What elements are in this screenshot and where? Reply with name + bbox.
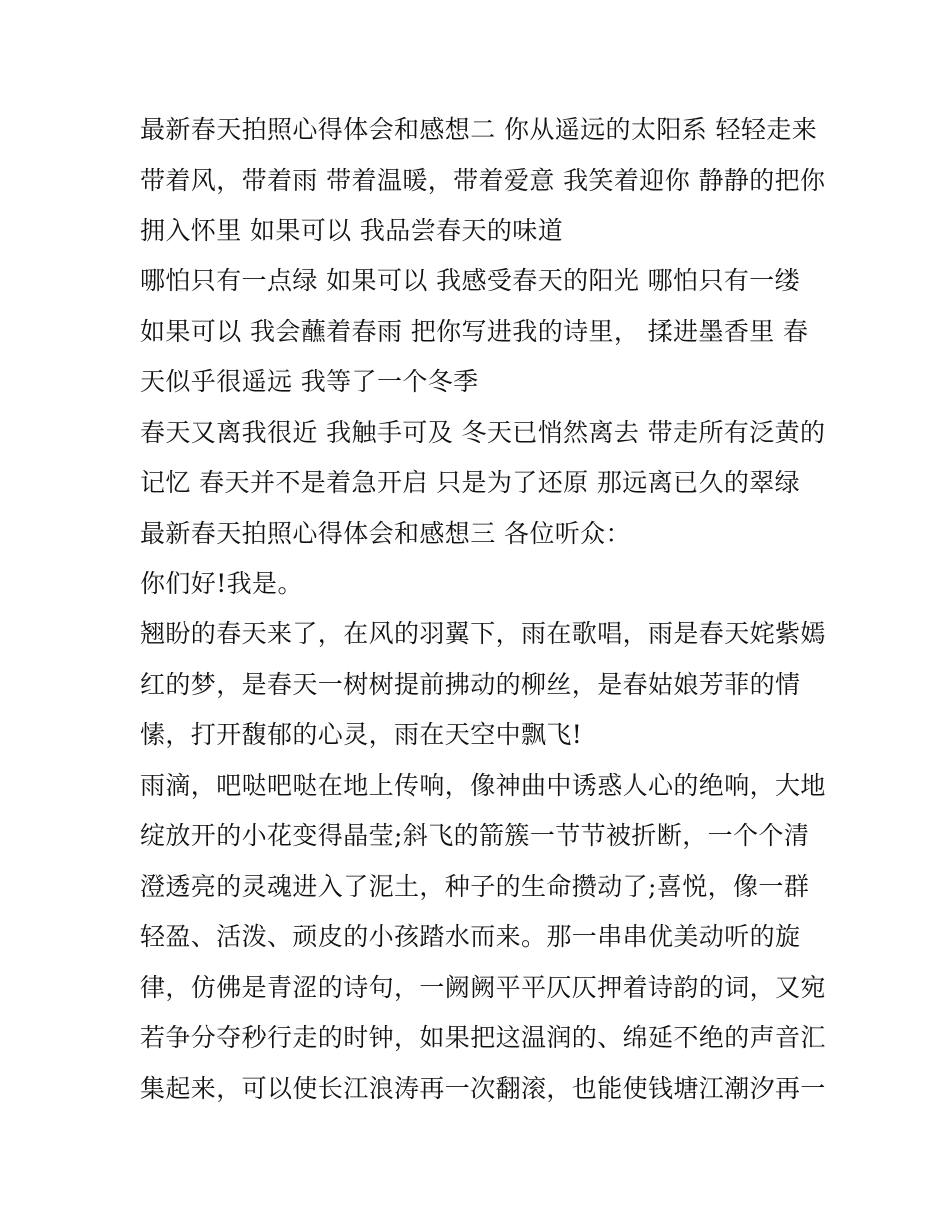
text-line: 雨滴，吧哒吧哒在地上传响，像神曲中诱惑人心的绝响，大地 (140, 771, 826, 800)
text-line: 愫，打开馥郁的心灵，雨在天空中飘飞! (140, 720, 583, 749)
text-line: 集起来，可以使长江浪涛再一次翻滚，也能使钱塘江潮汐再一 (140, 1074, 826, 1103)
text-line: 翘盼的春天来了，在风的羽翼下，雨在歌唱，雨是春天姹紫嫣 (140, 619, 826, 648)
text-line: 拥入怀里 如果可以 我品尝春天的味道 (140, 216, 564, 245)
text-line: 带着风，带着雨 带着温暖，带着爱意 我笑着迎你 静静的把你 (140, 166, 826, 195)
text-line: 最新春天拍照心得体会和感想二 你从遥远的太阳系 轻轻走来 (140, 115, 818, 144)
text-line: 澄透亮的灵魂进入了泥土，种子的生命攒动了;喜悦，像一群 (140, 872, 810, 901)
section-heading: 最新春天拍照心得体会和感想三 各位听众： (140, 519, 631, 548)
text-line: 天似乎很遥远 我等了一个冬季 (140, 367, 479, 396)
text-line: 若争分夺秒行走的时钟，如果把这温润的、绵延不绝的声音汇 (140, 1023, 826, 1052)
text-line: 红的梦，是春天一树树提前拂动的柳丝，是春姑娘芳菲的情 (140, 670, 801, 699)
text-line: 你们好!我是。 (140, 569, 303, 598)
text-line: 绽放开的小花变得晶莹;斜飞的箭簇一节节被折断，一个个清 (140, 821, 810, 850)
text-line: 轻盈、活泼、顽皮的小孩踏水而来。那一串串优美动听的旋 (140, 922, 801, 951)
text-line: 律，仿佛是青涩的诗句，一阙阙平平仄仄押着诗韵的词，又宛 (140, 973, 826, 1002)
text-line: 如果可以 我会蘸着春雨 把你写进我的诗里， 揉进墨香里 春 (140, 317, 809, 346)
text-line: 记忆 春天并不是着急开启 只是为了还原 那远离已久的翠绿 (140, 468, 801, 497)
text-line: 春天又离我很近 我触手可及 冬天已悄然离去 带走所有泛黄的 (140, 418, 826, 447)
text-line: 哪怕只有一点绿 如果可以 我感受春天的阳光 哪怕只有一缕 (140, 266, 801, 295)
